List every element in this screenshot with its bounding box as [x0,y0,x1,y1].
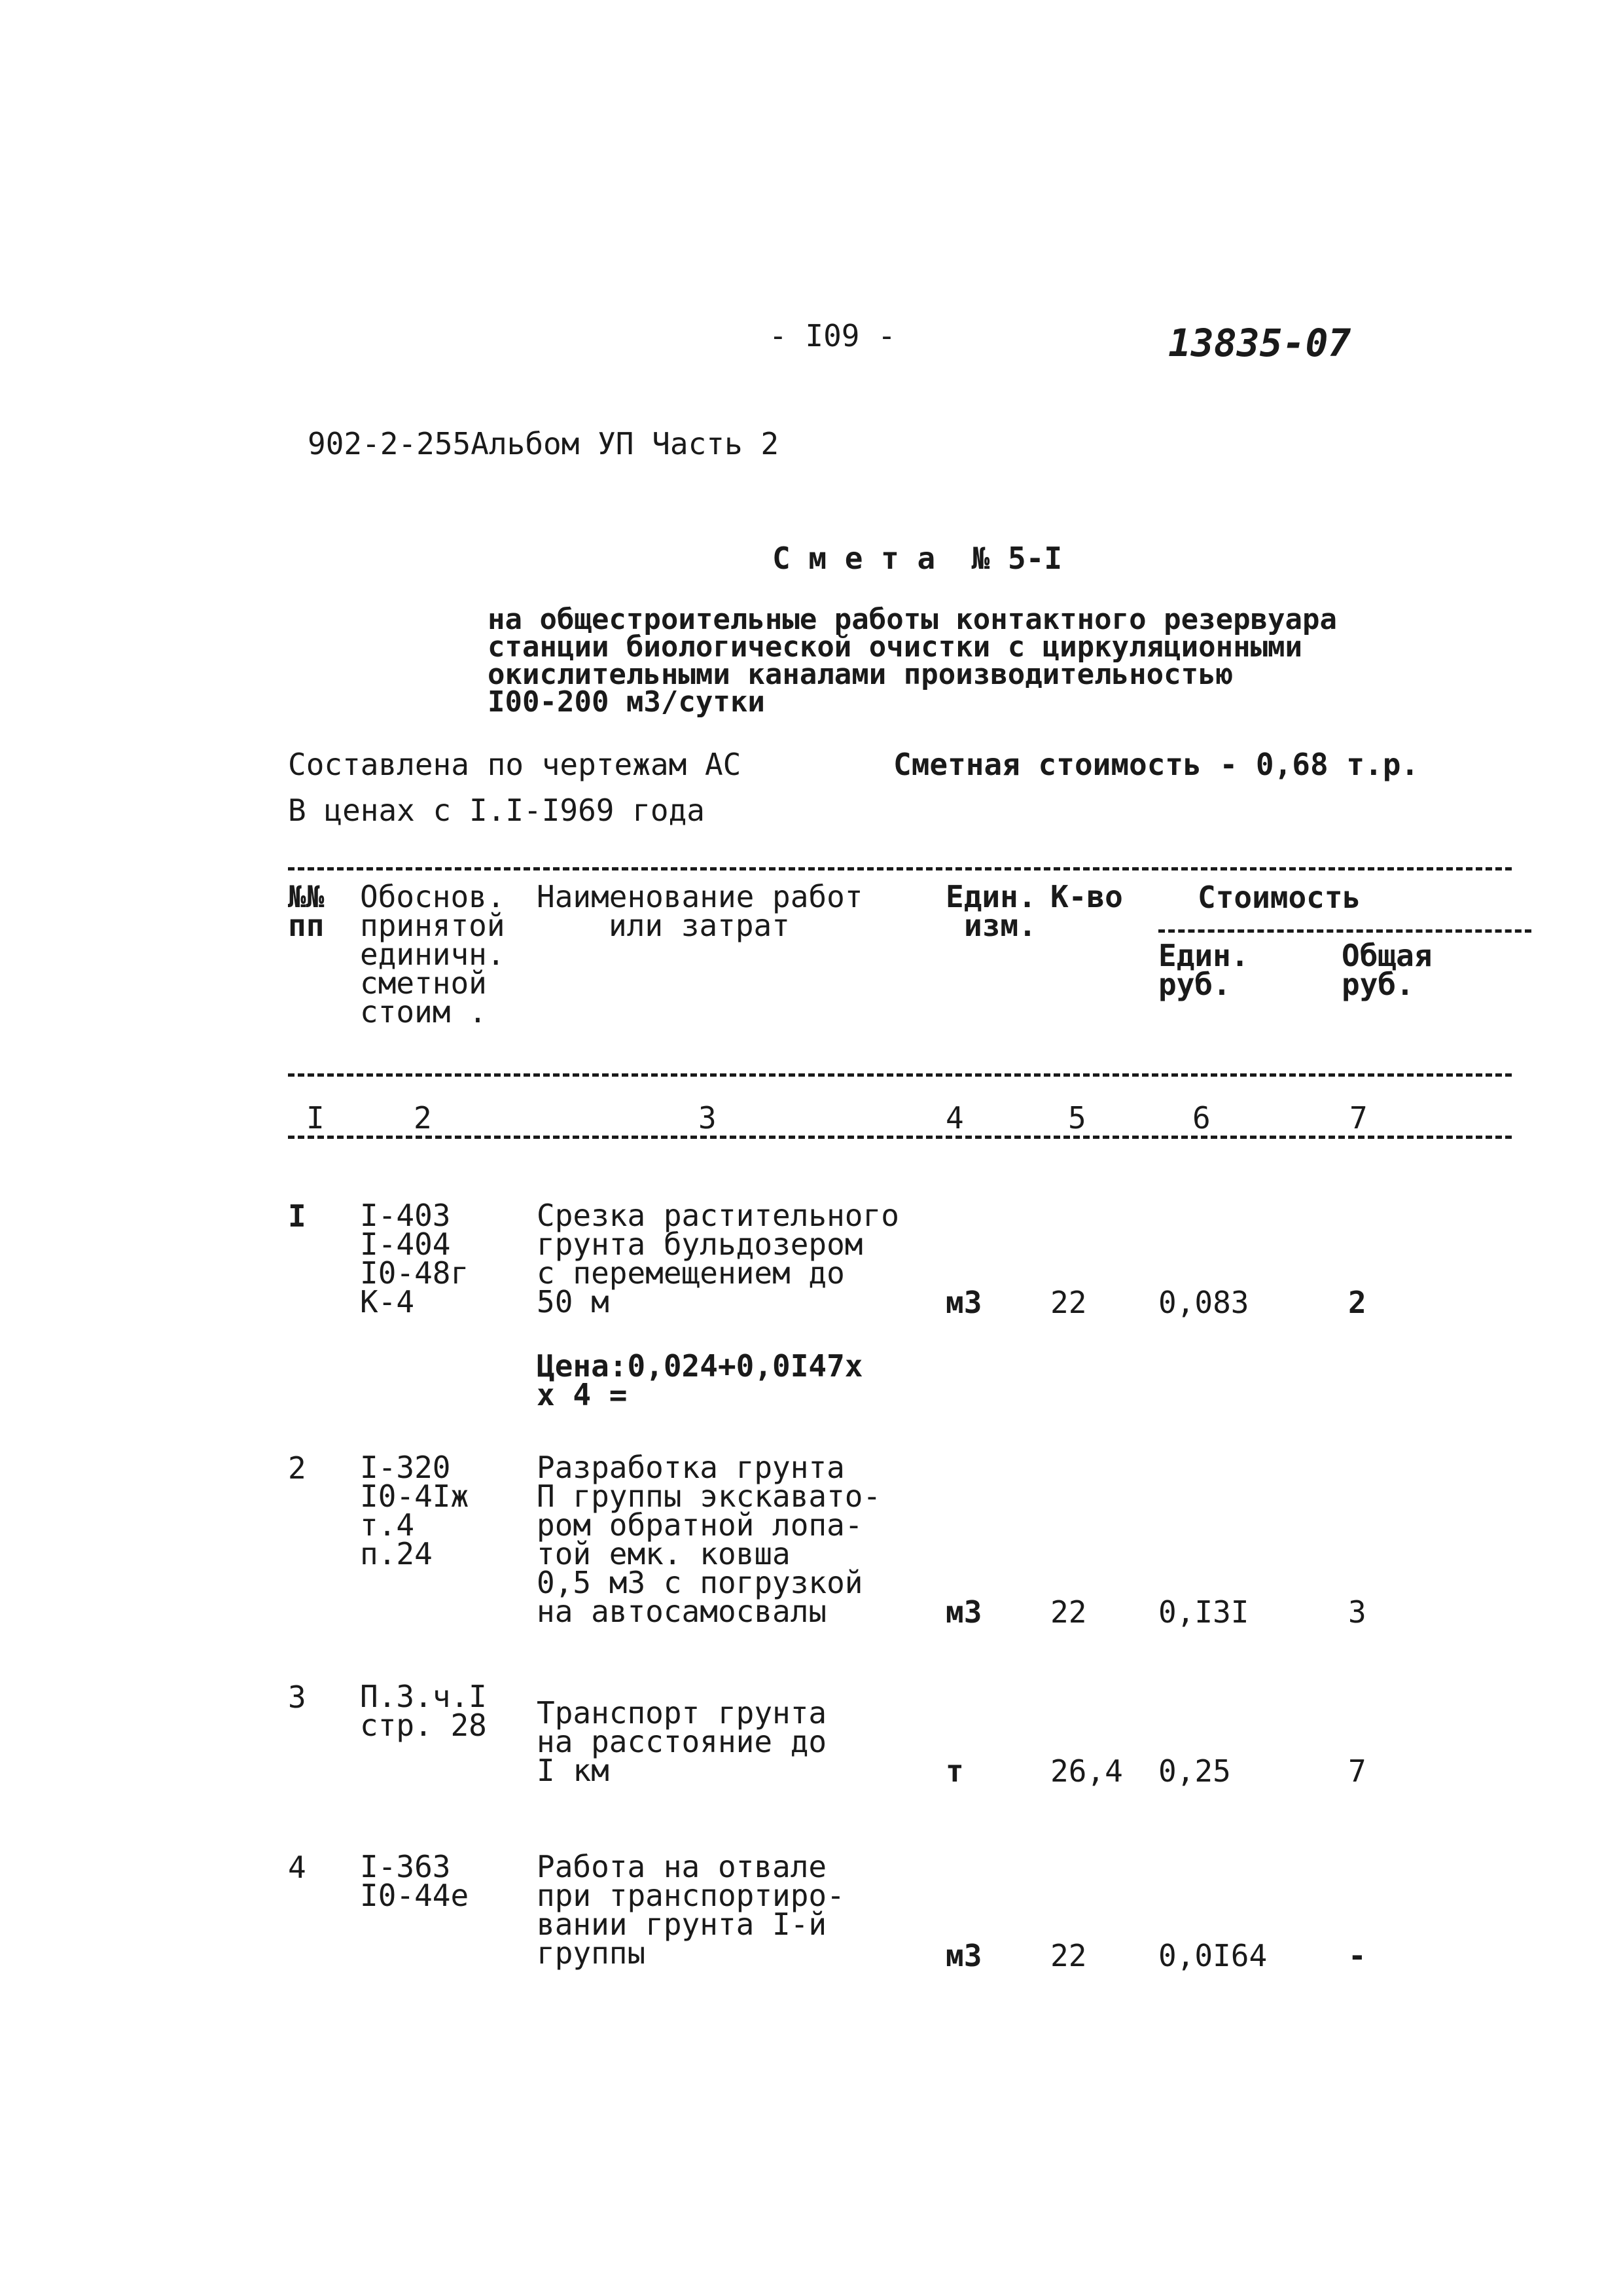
header-total: Общая руб. [1342,938,1433,1002]
col-number: 4 [946,1100,964,1136]
row-total: 3 [1348,1594,1366,1630]
description-line: на общестроительные работы контактного резервуара [488,603,1338,636]
row-total: 2 [1348,1285,1366,1320]
cost-subrule [1158,929,1531,933]
row-name: Разработка грунта П группы экскавато- ром обратной лопа- той емк. ковша 0,5 м3 с погрузкой на автосамосвалы [537,1450,882,1629]
row-unit-price: 0,083 [1158,1285,1249,1320]
col-number: 5 [1068,1100,1086,1136]
price-basis: В ценах с I.I-I969 года [288,793,705,828]
row-num: 4 [288,1850,306,1885]
table-top-rule [288,867,1512,870]
col-number: 2 [414,1100,432,1136]
row-unit: м3 [946,1285,982,1320]
row-qty: 22 [1050,1594,1087,1630]
row-name: Транспорт грунта на расстояние до I км [537,1695,827,1788]
row-name: Срезка растительного грунта бульдозером с перемещением до 50 м [537,1198,899,1319]
description-line: I00-200 м3/сутки [488,685,765,719]
header-bottom-rule [288,1073,1512,1077]
col-number: I [306,1100,325,1136]
row-total: - [1348,1938,1366,1973]
col-number: 3 [698,1100,717,1136]
column-numbers-rule [288,1136,1512,1139]
drawings-note: Составлена по чертежам АС [288,747,741,782]
row-unit-price: 0,0I64 [1158,1938,1268,1973]
header-unit-price: Един. руб. [1158,938,1249,1002]
estimate-title: С м е т а № 5-I [772,541,1063,576]
row-basis: П.3.ч.I стр. 28 [360,1679,487,1743]
row-note: Цена:0,024+0,0I47х х 4 = [537,1348,863,1412]
row-num: I [288,1198,306,1234]
header-qty: К-во [1050,879,1123,914]
row-num: 3 [288,1679,306,1715]
estimated-cost: Сметная стоимость - 0,68 т.р. [893,747,1419,782]
document-code: 13835-07 [1168,321,1351,365]
row-basis: I-403 I-404 I0-48г К-4 [360,1198,469,1319]
row-qty: 22 [1050,1938,1087,1973]
header-basis: Обоснов. принятой единичн. сметной стоим . [360,879,505,1030]
album-reference: 902-2-255Альбом УП Часть 2 [308,426,779,461]
row-num: 2 [288,1450,306,1486]
page-number: - I09 - [769,318,896,353]
row-unit: м3 [946,1938,982,1973]
col-number: 7 [1349,1100,1368,1136]
row-unit-price: 0,25 [1158,1753,1231,1789]
row-basis: I-320 I0-4Iж т.4 п.24 [360,1450,469,1571]
row-name: Работа на отвале при транспортиро- вании грунта I-й группы [537,1849,845,1971]
row-qty: 26,4 [1050,1753,1123,1789]
description-line: станции биологической очистки с циркуляционными [488,630,1303,664]
header-name: Наименование работ или затрат [537,879,863,943]
row-unit: т [946,1753,964,1789]
row-total: 7 [1348,1753,1366,1789]
row-unit-price: 0,I3I [1158,1594,1249,1630]
col-number: 6 [1192,1100,1211,1136]
row-qty: 22 [1050,1285,1087,1320]
row-unit: м3 [946,1594,982,1630]
row-basis: I-363 I0-44е [360,1849,469,1913]
description-line: окислительными каналами производительностью [488,658,1234,691]
header-unit: Един. изм. [946,879,1037,943]
header-cost: Стоимость [1198,880,1361,915]
header-num: №№ пп [288,879,325,943]
